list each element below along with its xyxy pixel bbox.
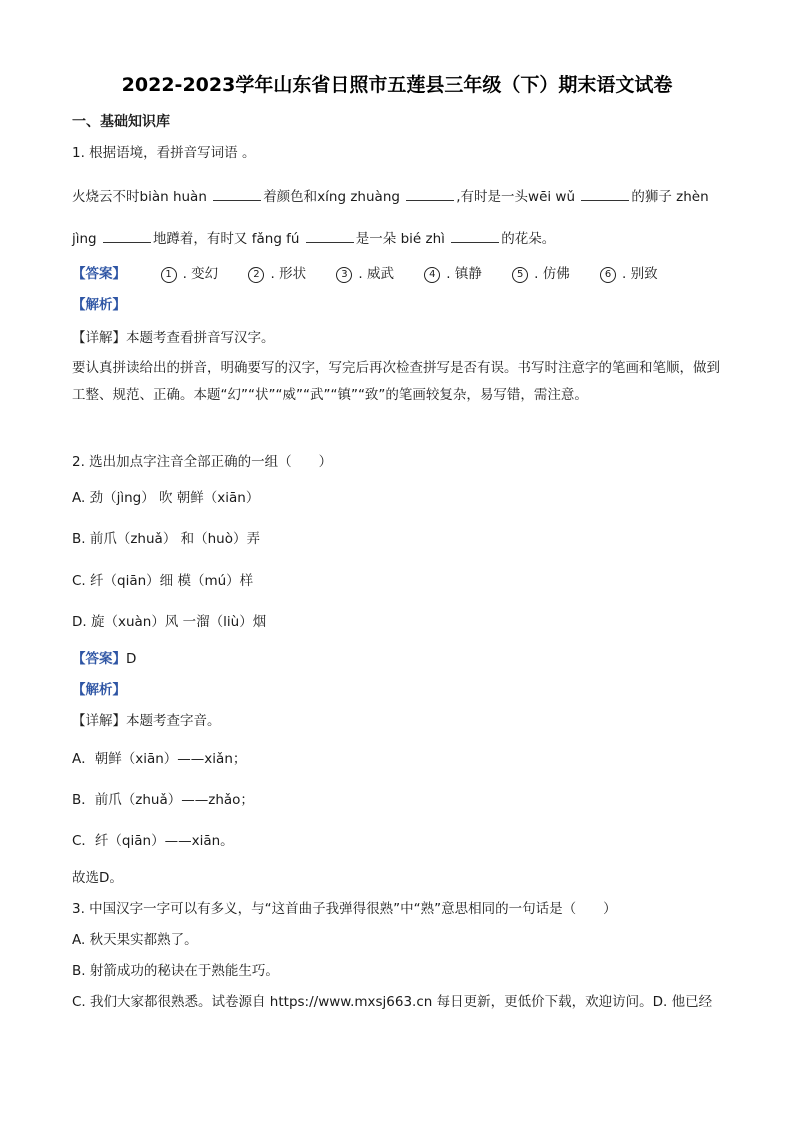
option-b[interactable]: B. 射箭成功的秘诀在于熟能生巧。 bbox=[72, 963, 279, 979]
question-1-line-2 bbox=[72, 229, 555, 249]
pinyin: jìng bbox=[72, 231, 97, 247]
text-segment: 火烧云不时 bbox=[72, 189, 140, 205]
question-2-stem: 2. 选出加点字注音全部正确的一组（ ） bbox=[72, 454, 333, 470]
pinyin: bié zhì bbox=[400, 231, 445, 247]
question-1-stem: 1. 根据语境，看拼音写词语 。 bbox=[72, 145, 256, 161]
option-d[interactable]: D. 旋（xuàn）风 一溜（liù）烟 bbox=[72, 614, 267, 630]
text-segment: ,有时是一头 bbox=[456, 189, 529, 205]
detail-text: 【详解】本题考查看拼音写汉字。 bbox=[72, 330, 275, 346]
answer-label: 【答案】 bbox=[72, 651, 126, 667]
circled-number: 1 bbox=[161, 267, 177, 283]
pinyin: biàn huàn bbox=[139, 189, 207, 205]
text-segment: 地蹲着，有时又 bbox=[152, 231, 248, 247]
text-segment: 的狮子 bbox=[631, 189, 672, 205]
text-segment: 的花朵。 bbox=[501, 231, 556, 247]
answer-blank[interactable] bbox=[103, 230, 151, 243]
answer-item: 1 . 变幻 bbox=[161, 264, 219, 284]
note-line: B．前爪（zhuǎ）——zhǎo； bbox=[72, 792, 254, 808]
answer-blank[interactable] bbox=[451, 230, 499, 243]
pinyin: fǎng fú bbox=[251, 231, 300, 247]
option-c[interactable]: C. 纤（qiān）细 模（mú）样 bbox=[72, 573, 254, 589]
note-line: C．纤（qiān）——xiān。 bbox=[72, 833, 234, 849]
text-segment: 着颜色和 bbox=[263, 189, 318, 205]
circled-number: 3 bbox=[336, 267, 352, 283]
answer-blank[interactable] bbox=[581, 188, 629, 201]
question-3-stem: 3. 中国汉字一字可以有多义，与“这首曲子我弹得很熟”中“熟”意思相同的一句话是（ ） bbox=[72, 901, 617, 917]
option-c[interactable]: C. 我们大家都很熟悉。试卷源自 https://www.mxsj663.cn 每日更新，更低价下载，欢迎访问。D. 他已经 bbox=[72, 994, 713, 1010]
answer-item: 6 . 别致 bbox=[600, 264, 658, 284]
answer-blank[interactable] bbox=[306, 230, 354, 243]
pinyin: wēi wǔ bbox=[528, 189, 576, 205]
answer-item: 5 . 仿佛 bbox=[512, 264, 570, 284]
question-2-answer bbox=[72, 649, 136, 669]
document-title: 2022-2023学年山东省日照市五莲县三年级（下）期末语文试卷 bbox=[121, 74, 673, 96]
detail-text: 【详解】本题考查字音。 bbox=[72, 713, 221, 729]
circled-number: 5 bbox=[512, 267, 528, 283]
circled-number: 4 bbox=[424, 267, 440, 283]
answer-item: 4 . 镇静 bbox=[424, 264, 482, 284]
circled-number: 2 bbox=[248, 267, 264, 283]
answer-value: D bbox=[126, 651, 137, 667]
analysis-label: 【解析】 bbox=[72, 682, 126, 698]
section-heading: 一、基础知识库 bbox=[72, 114, 170, 130]
answer-blank[interactable] bbox=[406, 188, 454, 201]
answer-item: 2 . 形状 bbox=[248, 264, 306, 284]
question-1-answer bbox=[72, 264, 684, 284]
answer-label: 【答案】 bbox=[72, 266, 126, 282]
explanation-paragraph: 要认真拼读给出的拼音，明确要写的汉字，写完后再次检查拼写是否有误。书写时注意字的笔画和笔顺，做到工整、规范、正确。本题“幻”“状”“威”“武”“镇”“致”的笔画较复杂，易写错，需注意。 bbox=[72, 360, 720, 403]
analysis-label: 【解析】 bbox=[72, 297, 126, 313]
pinyin: zhèn bbox=[676, 189, 709, 205]
question-1-line-1 bbox=[72, 187, 709, 207]
circled-number: 6 bbox=[600, 267, 616, 283]
option-a[interactable]: A. 秋天果实都熟了。 bbox=[72, 932, 198, 948]
pinyin: xíng zhuàng bbox=[317, 189, 400, 205]
note-line: A．朝鲜（xiān）——xiǎn； bbox=[72, 751, 247, 767]
option-b[interactable]: B. 前爪（zhuǎ） 和（huò）弄 bbox=[72, 531, 260, 547]
conclusion: 故选D。 bbox=[72, 870, 123, 886]
option-a[interactable]: A. 劲（jìng） 吹 朝鲜（xiān） bbox=[72, 490, 260, 506]
text-segment: 是一朵 bbox=[355, 231, 397, 247]
answer-blank[interactable] bbox=[213, 188, 261, 201]
answer-item: 3 . 威武 bbox=[336, 264, 394, 284]
